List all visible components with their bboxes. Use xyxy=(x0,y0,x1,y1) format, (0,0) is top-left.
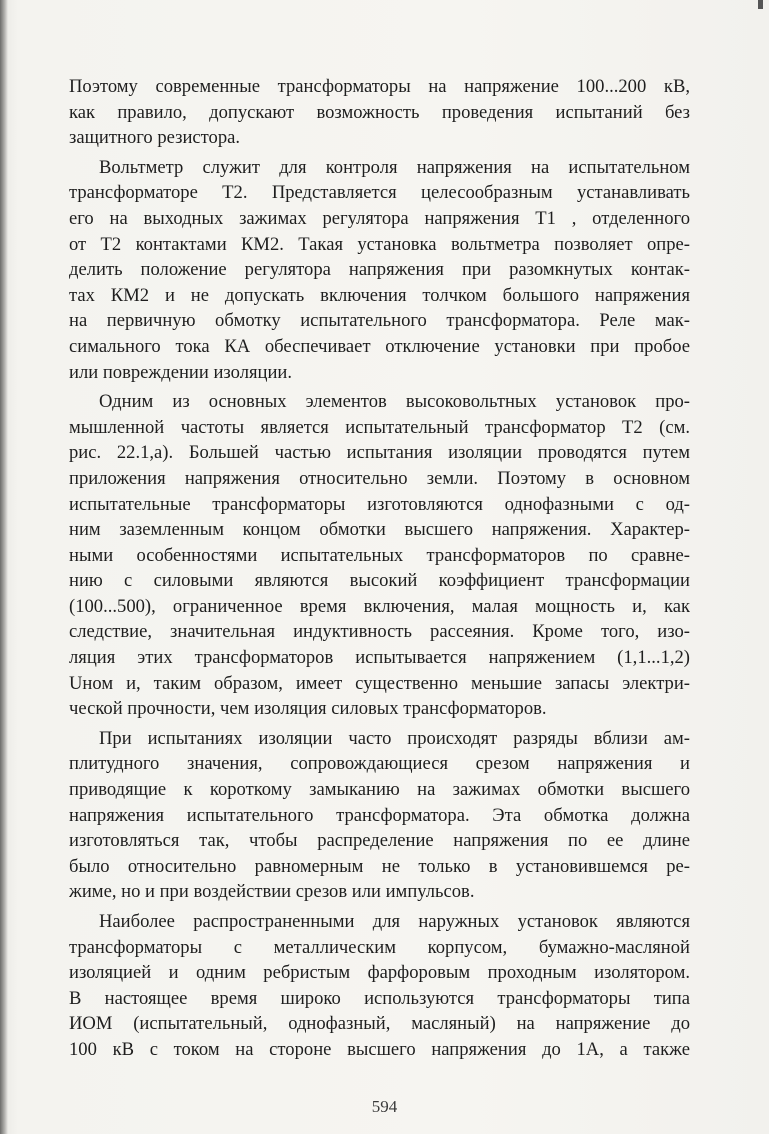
paragraph xyxy=(69,389,690,722)
text-line: ческой прочности, чем изоляция силовых трансформаторов. xyxy=(69,698,547,720)
text-line: Одним из основных элементов высоковольтных установок про- xyxy=(99,391,690,413)
text-line: защитного резистора. xyxy=(69,127,241,149)
text-line: напряжения испытательного трансформатора. Эта обмотка должна xyxy=(69,804,690,826)
text-line: Поэтому современные трансформаторы на напряжение 100...200 кВ, xyxy=(69,76,690,97)
text-line: При испытаниях изоляции часто происходят разряды вблизи ам- xyxy=(99,727,690,749)
text-line: ИОМ (испытательный, однофазный, масляный) на напряжение до xyxy=(69,1013,690,1035)
text-line: приводящие к короткому замыканию на зажимах обмотки высшего xyxy=(69,779,690,801)
text-line: изготовляться так, чтобы распределение напряжения по ее длине xyxy=(69,830,690,852)
paragraph xyxy=(69,909,690,1063)
text-line: на первичную обмотку испытательного трансформатора. Реле мак- xyxy=(69,310,690,332)
body-text xyxy=(69,74,690,1063)
text-line: приложения напряжения относительно земли. Поэтому в основном xyxy=(69,467,690,489)
text-line: делить положение регулятора напряжения при разомкнутых контак- xyxy=(69,259,690,281)
text-line: Uном и, таким образом, имеет существенно меньшие запасы электри- xyxy=(69,672,690,694)
text-line: мышленной частоты является испытательный трансформатор Т2 (см. xyxy=(69,416,690,438)
text-line: жиме, но и при воздействии срезов или импульсов. xyxy=(69,881,475,903)
text-line: изоляцией и одним ребристым фарфоровым проходным изолятором. xyxy=(69,962,690,984)
text-line: В настоящее время широко используются трансформаторы типа xyxy=(69,987,690,1009)
text-line: или повреждении изоляции. xyxy=(69,361,293,383)
text-line: ляция этих трансформаторов испытывается напряжением (1,1...1,2) xyxy=(69,647,690,669)
text-line: ним заземленным концом обмотки высшего напряжения. Характер- xyxy=(69,519,690,541)
text-line: его на выходных зажимах регулятора напряжения Т1 , отделенного xyxy=(69,207,690,229)
paragraph xyxy=(69,155,690,385)
scan-corner-mark xyxy=(758,0,763,9)
text-line: трансформаторе Т2. Представляется целесообразным устанавливать xyxy=(69,182,690,204)
page-number: 594 xyxy=(371,1097,398,1116)
text-line: ными особенностями испытательных трансформаторов по сравне- xyxy=(69,544,690,566)
text-line: от Т2 контактами КМ2. Такая установка вольтметра позволяет опре- xyxy=(69,233,690,255)
text-line: было относительно равномерным не только в установившемся ре- xyxy=(69,855,690,877)
page-binding-edge xyxy=(0,0,8,1134)
text-line: Вольтметр служит для контроля напряжения на испытательном xyxy=(99,156,690,178)
text-line: как правило, допускают возможность проведения испытаний без xyxy=(69,101,690,123)
paragraph xyxy=(69,726,690,905)
text-line: Наиболее распространенными для наружных установок являются xyxy=(99,911,690,932)
paragraph xyxy=(69,74,690,151)
text-line: плитудного значения, сопровождающиеся срезом напряжения и xyxy=(69,753,690,775)
text-line: трансформаторы с металлическим корпусом, бумажно-масляной xyxy=(69,936,690,958)
text-line: тах КМ2 и не допускать включения толчком большого напряжения xyxy=(69,284,690,306)
text-line: испытательные трансформаторы изготовляются однофазными с од- xyxy=(69,493,690,515)
text-line: следствие, значительная индуктивность рассеяния. Кроме того, изо- xyxy=(69,621,690,643)
text-line: рис. 22.1,а). Большей частью испытания изоляции проводятся путем xyxy=(69,442,690,464)
text-line: (100...500), ограниченное время включения, малая мощность и, как xyxy=(69,595,690,617)
text-line: симального тока КА обеспечивает отключение установки при пробое xyxy=(69,335,690,357)
text-line: 100 кВ с током на стороне высшего напряжения до 1А, а также xyxy=(69,1038,690,1060)
text-line: нию с силовыми являются высокий коэффициент трансформации xyxy=(69,570,690,592)
